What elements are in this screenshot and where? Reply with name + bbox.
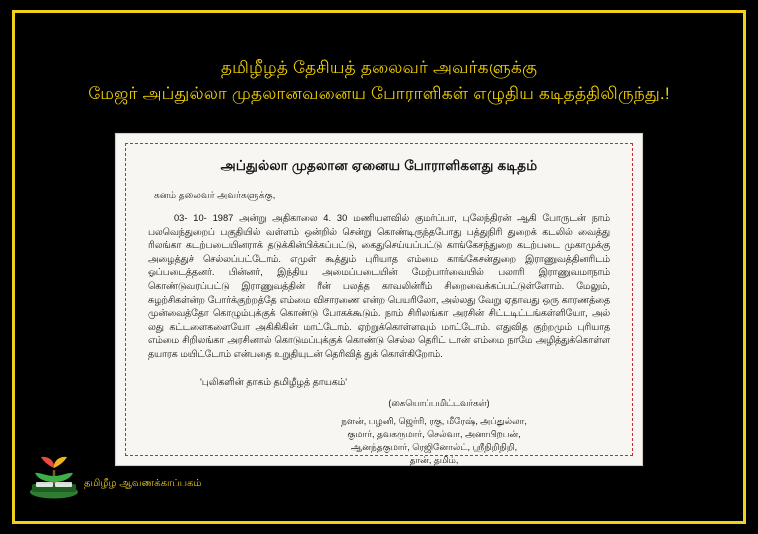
page-title (0, 55, 758, 107)
signer-line: ஆனந்தகுமார், ரெஜினோல்ட், ஸ்ரீநிறிநிறி, (350, 441, 518, 452)
letter-inner-border (125, 143, 633, 465)
letter-body (148, 212, 610, 362)
signed-by-label: (கையொப்பமிட்டவர்கள்) (388, 397, 490, 408)
signer-line: தான், தமிம், (409, 454, 459, 465)
logo-label: தமிழீழ ஆவணக்காப்பகம் (84, 478, 202, 489)
title-line-2: மேஜர் அப்துல்லா முதலானவனைய போராளிகள் எழுதிய கடிதத்திலிருந்து.! (88, 84, 670, 103)
letter-title: அப்துல்லா முதலான ஏனைய போராளிகளது கடிதம் (220, 158, 538, 173)
signer-line: நளன், பழனி, ஜெர்ரி, ரகு, மீரேஷ், அப்துல்லா, (341, 415, 527, 426)
signer-line: குமார், தவகருமார், செல்வா, அனாபிறபன், (347, 428, 521, 439)
book-logo-icon (28, 452, 80, 500)
footer-logo (28, 452, 228, 512)
letter-paragraph: 03- 10- 1987 அன்று அதிகாலை 4. 30 மணியளவில் குமர்ப்பா, புலேந்திரன் ஆகி போருடன் நாம் பலவெந்துறைப் பகுதியில் வள்ளம் ஒன்றில் சென்று கொண்டிருந்தபோது பத்துநிரி துறைக் கடலில் வைத்து ரிலங்கா கடற்படையினராக் தடுக்கின்பிக்கப்பட்டு, கைதுசெய்யப்பட்டு காங்கேசந்துறை கடற்படை முகாமுக்கு அழைத்துச் செல்லப்பட்டோம். எமுள் கூத்தும் புரியாத எம்மை காங்கேசன்துறை இராணுவத்தினரிடம் ஓப்படைத்தனர். பின்னர், இந்திய அமைப்படையின் மேற்பார்வையில் பலாரி இராணுவமாநாம் கொண்டுவரப்பட்டு இராணுவத்தின் ரீன் பலத்த காவலின்ரீம் சிறைவைக்கப்பட்டுள்ளோம். மேலும், சுழற்சிகள்ன்ற போர்க்குற்றத்தே எம்மை விசாரணை என்ற பெயரிலோ, அல்லது வேறு ஏதாவது ஒரு காரணத்தை முன்வைத்தோ கொழும்புக்குக் கொண்டு போகக்கூடும். நாம் சிரிலங்கா அரசின் சிட்டடிட்டங்கள்ளியோ, அல் லது கட்டளைகளையோ அகிகிகின் மாட்டோம். ஏற்றுக்கொள்ளவும் மாட்டோம். எதுவித குற்றமும் புரியாத எம்மை சிறிலங்கா அரசினால் கொடுமப்புக்குக் கொண்டு செல்ல தெரிட் டான் எம்மை நாமே அழித்துக்கொள்ள தயாரக மயிட்டோம் என்பதை உறுதியுடன் தெரிவித் துக் கொள்கிறோம். (148, 213, 610, 359)
letter-salutation: கனம் தலைவர் அவர்களுக்கு, (154, 190, 276, 200)
title-line-1: தமிழீழத் தேசியத் தலைவர் அவர்களுக்கு (220, 58, 538, 77)
letter-slogan: 'புலிகளின் தாகம் தமிழீழத் தாயகம்' (200, 375, 348, 387)
letter-card (115, 133, 643, 466)
